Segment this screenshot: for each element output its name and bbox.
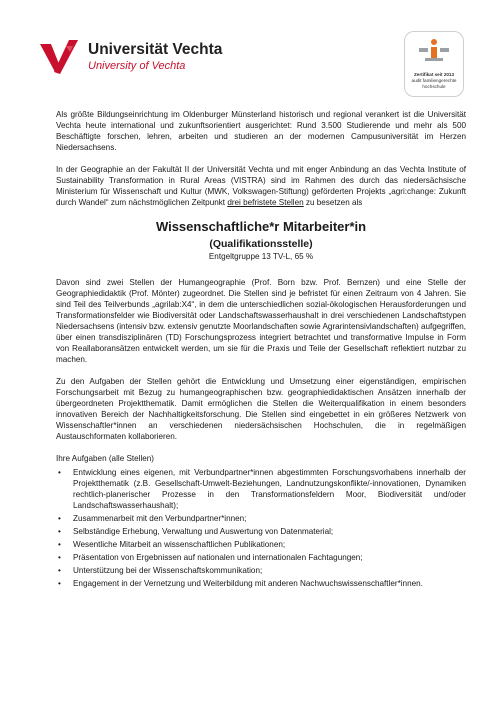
task-item	[56, 578, 466, 589]
positions-count-underlined: drei befristete Stellen	[227, 198, 304, 207]
university-name: Universität Vechta	[88, 41, 223, 58]
positions-paragraph: Davon sind zwei Stellen der Humangeographie (Prof. Born bzw. Prof. Bernzen) und eine Stelle der Geographiedidaktik (Prof. Mönter) zugeordnet. Die Stellen sind je befristet für einen Zeitraum von 4 Jahren. Sie sind Teil des Teilverbunds „agrilab:X4“, in dem die unterschiedlichen sozial-ökologischen Herausforderungen und Transformationsfelder wie Biodiversität oder Landschaftswasserhaushalt in drei verschiedenen Landschaftstypen Niedersachsens (intensiv bzw. extensiv genutzte Moorlandschaften sowie Agrarintensivlandschaften) aufgegriffen, über einen transdisziplinären (TD) Forschungsprozess integriert betrachtet und transformative Impulse in Form von Reallaboransätzen entwickelt werden, um sie für die Praxis und Teile der Gesellschaft reflektiert nutzbar zu machen.	[56, 278, 466, 364]
bullet: •	[58, 468, 61, 477]
task-item	[56, 565, 466, 576]
certificate-line-1: Zertifikat seit 2013	[413, 72, 455, 77]
task-text: Entwicklung eines eigenen, mit Verbundpartner*innen abgestimmten Forschungsvorhabens innerhalb der Projektthematik (z.B. Gesellschaft-Umwelt-Beziehungen, Landnutzungskonflikte/-innovationen, Dynamiken rechtlich-planerischer Prozesse in den Transformationsfeldern Moor, Biodiversität und/oder Landschaftswasserhaushalt);	[73, 468, 466, 510]
intro-paragraph: Als größte Bildungseinrichtung im Oldenburger Münsterland historisch und regional verankert ist die Universität Vechta heute international und zukunftsorientiert ausgerichtet: Rund 3.500 Studierende und mehr als 500 Beschäftigte forschen, lehren, arbeiten und studieren an der modernen Campusuniversität im Herzen Niedersachsens.	[56, 110, 466, 152]
tasks-list	[56, 467, 466, 589]
task-item	[56, 552, 466, 563]
certificate-line-3: hochschule	[422, 84, 446, 89]
university-logo-icon	[40, 38, 82, 74]
bullet: •	[58, 579, 61, 588]
task-item	[56, 526, 466, 537]
bullet: •	[58, 514, 61, 523]
certificate-line-2: audit familiengerechte	[411, 78, 457, 83]
task-text: Unterstützung bei der Wissenschaftskommunikation;	[73, 566, 263, 575]
tasks-heading: Ihre Aufgaben (alle Stellen)	[56, 454, 155, 463]
project-text-end: zu besetzen als	[303, 198, 363, 207]
task-text: Selbständige Erhebung, Verwaltung und Auswertung von Datenmaterial;	[73, 527, 334, 536]
certificate-icon	[414, 38, 454, 68]
task-item	[56, 467, 466, 511]
position-subtitle: (Qualifikationsstelle)	[209, 238, 313, 250]
university-subtitle: University of Vechta	[88, 60, 186, 72]
task-text: Engagement in der Vernetzung und Weiterbildung mit anderen Nachwuchswissenschaftler*innen.	[73, 579, 423, 588]
job-posting-content	[56, 109, 466, 591]
project-text-start: In der Geographie an der Fakultät II der Universität Vechta und mit enger Anbindung an das Vechta Institute of Sustainability Transformation in Rural Areas (VISTRA) sind im Rahmen des durch das niedersächsische Ministerium für Wissenschaft und Kultur (MWK, Volkswagen-Stiftung) geförderten Projekts „agri:change: Zukunft durch Wandel“ zum nächstmöglichen Zeitpunkt	[56, 165, 466, 207]
bullet: •	[58, 527, 61, 536]
bullet: •	[58, 540, 61, 549]
position-title: Wissenschaftliche*r Mitarbeiter*in	[155, 219, 367, 234]
task-item	[56, 539, 466, 550]
task-text: Präsentation von Ergebnissen auf nationalen und internationalen Fachtagungen;	[73, 553, 363, 562]
tasks-description-paragraph: Zu den Aufgaben der Stellen gehört die Entwicklung und Umsetzung einer eigenständigen, empirischen Forschungsarbeit mit Bezug zu humangeographischen bzw. geographiedidaktischen Ansätzen innerhalb der übergeordneten Projektthematik. Damit ermöglichen die Stellen die Weiterqualifikation in einem besonders innovativen Bereich der Nachhaltigkeitsforschung. Die Stellen sind eingebettet in ein größeres Netzwerk von Wissenschaftler*innen an verschiedenen niedersächsischen Hochschulen, die in regelmäßigen Austauschformaten kollaborieren.	[56, 377, 466, 441]
task-item	[56, 513, 466, 524]
task-text: Zusammenarbeit mit den Verbundpartner*innen;	[73, 514, 247, 523]
salary-grade: Entgeltgruppe 13 TV-L, 65 %	[208, 252, 314, 261]
project-paragraph	[56, 164, 466, 208]
task-text: Wesentliche Mitarbeit an wissenschaftlichen Publikationen;	[73, 540, 286, 549]
university-logo	[40, 38, 240, 78]
family-certificate-badge	[404, 31, 464, 97]
bullet: •	[58, 553, 61, 562]
bullet: •	[58, 566, 61, 575]
